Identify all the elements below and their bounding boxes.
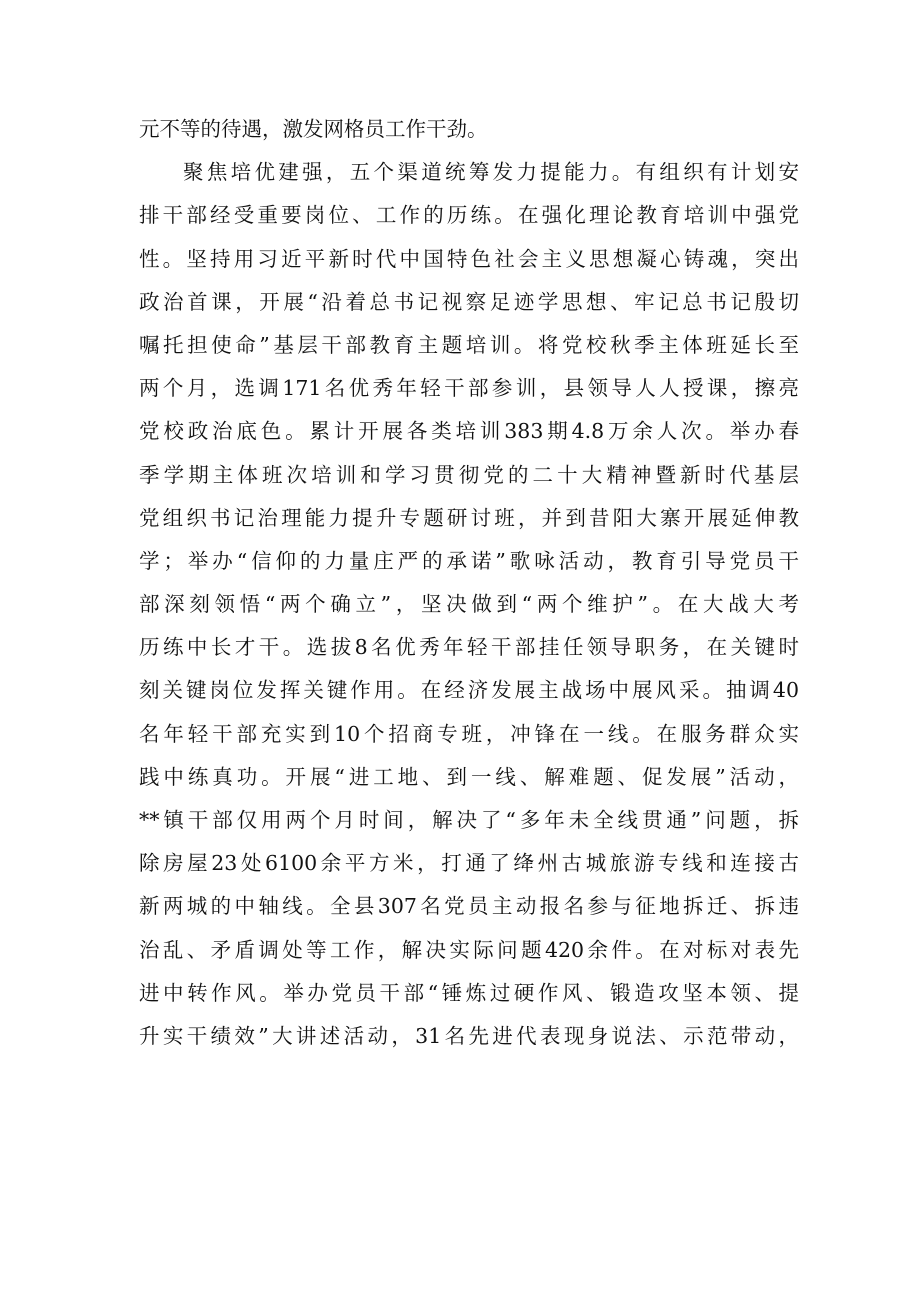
text-line: 名年轻干部充实到10个招商专班，冲锋在一线。在服务群众实 <box>139 721 799 746</box>
text-line: 升实干绩效”大讲述活动，31名先进代表现身说法、示范带动， <box>139 1023 799 1048</box>
text-line: 刻关键岗位发挥关键作用。在经济发展主战场中展风采。抽调40 <box>139 678 799 703</box>
text-line: 新两城的中轴线。全县307名党员主动报名参与征地拆迁、拆违 <box>139 894 799 919</box>
text-line: 元不等的待遇，激发网格员工作干劲。 <box>139 117 488 141</box>
text-line: 嘱托担使命”基层干部教育主题培训。将党校秋季主体班延长至 <box>139 332 799 357</box>
text-line: 性。坚持用习近平新时代中国特色社会主义思想凝心铸魂，突出 <box>139 246 799 271</box>
text-line: 党校政治底色。累计开展各类培训383期4.8万余人次。举办春 <box>139 419 799 444</box>
text-line: 排干部经受重要岗位、工作的历练。在强化理论教育培训中强党 <box>139 203 799 228</box>
text-line: 治乱、矛盾调处等工作，解决实际问题420余件。在对标对表先 <box>139 937 799 962</box>
text-line: 两个月，选调171名优秀年轻干部参训，县领导人人授课，擦亮 <box>139 376 799 401</box>
text-line: 历练中长才干。选拔8名优秀年轻干部挂任领导职务，在关键时 <box>139 635 799 660</box>
body-text <box>139 108 799 1058</box>
text-line: **镇干部仅用两个月时间，解决了“多年未全线贯通”问题，拆 <box>139 808 799 832</box>
text-line: 季学期主体班次培训和学习贯彻党的二十大精神暨新时代基层 <box>139 462 799 487</box>
text-line: 除房屋23处6100余平方米，打通了绛州古城旅游专线和连接古 <box>139 851 799 876</box>
text-line: 学；举办“信仰的力量庄严的承诺”歌咏活动，教育引导党员干 <box>139 548 799 573</box>
text-line: 践中练真功。开展“进工地、到一线、解难题、促发展”活动， <box>139 764 799 789</box>
text-line: 政治首课，开展“沿着总书记视察足迹学思想、牢记总书记殷切 <box>139 289 799 314</box>
text-line: 部深刻领悟“两个确立”，坚决做到“两个维护”。在大战大考 <box>139 592 799 617</box>
paragraph-start-line: 聚焦培优建强，五个渠道统筹发力提能力。有组织有计划安 <box>183 160 799 185</box>
text-line: 党组织书记治理能力提升专题研讨班，并到昔阳大寨开展延伸教 <box>139 505 799 530</box>
text-line: 进中转作风。举办党员干部“锤炼过硬作风、锻造攻坚本领、提 <box>139 980 799 1005</box>
